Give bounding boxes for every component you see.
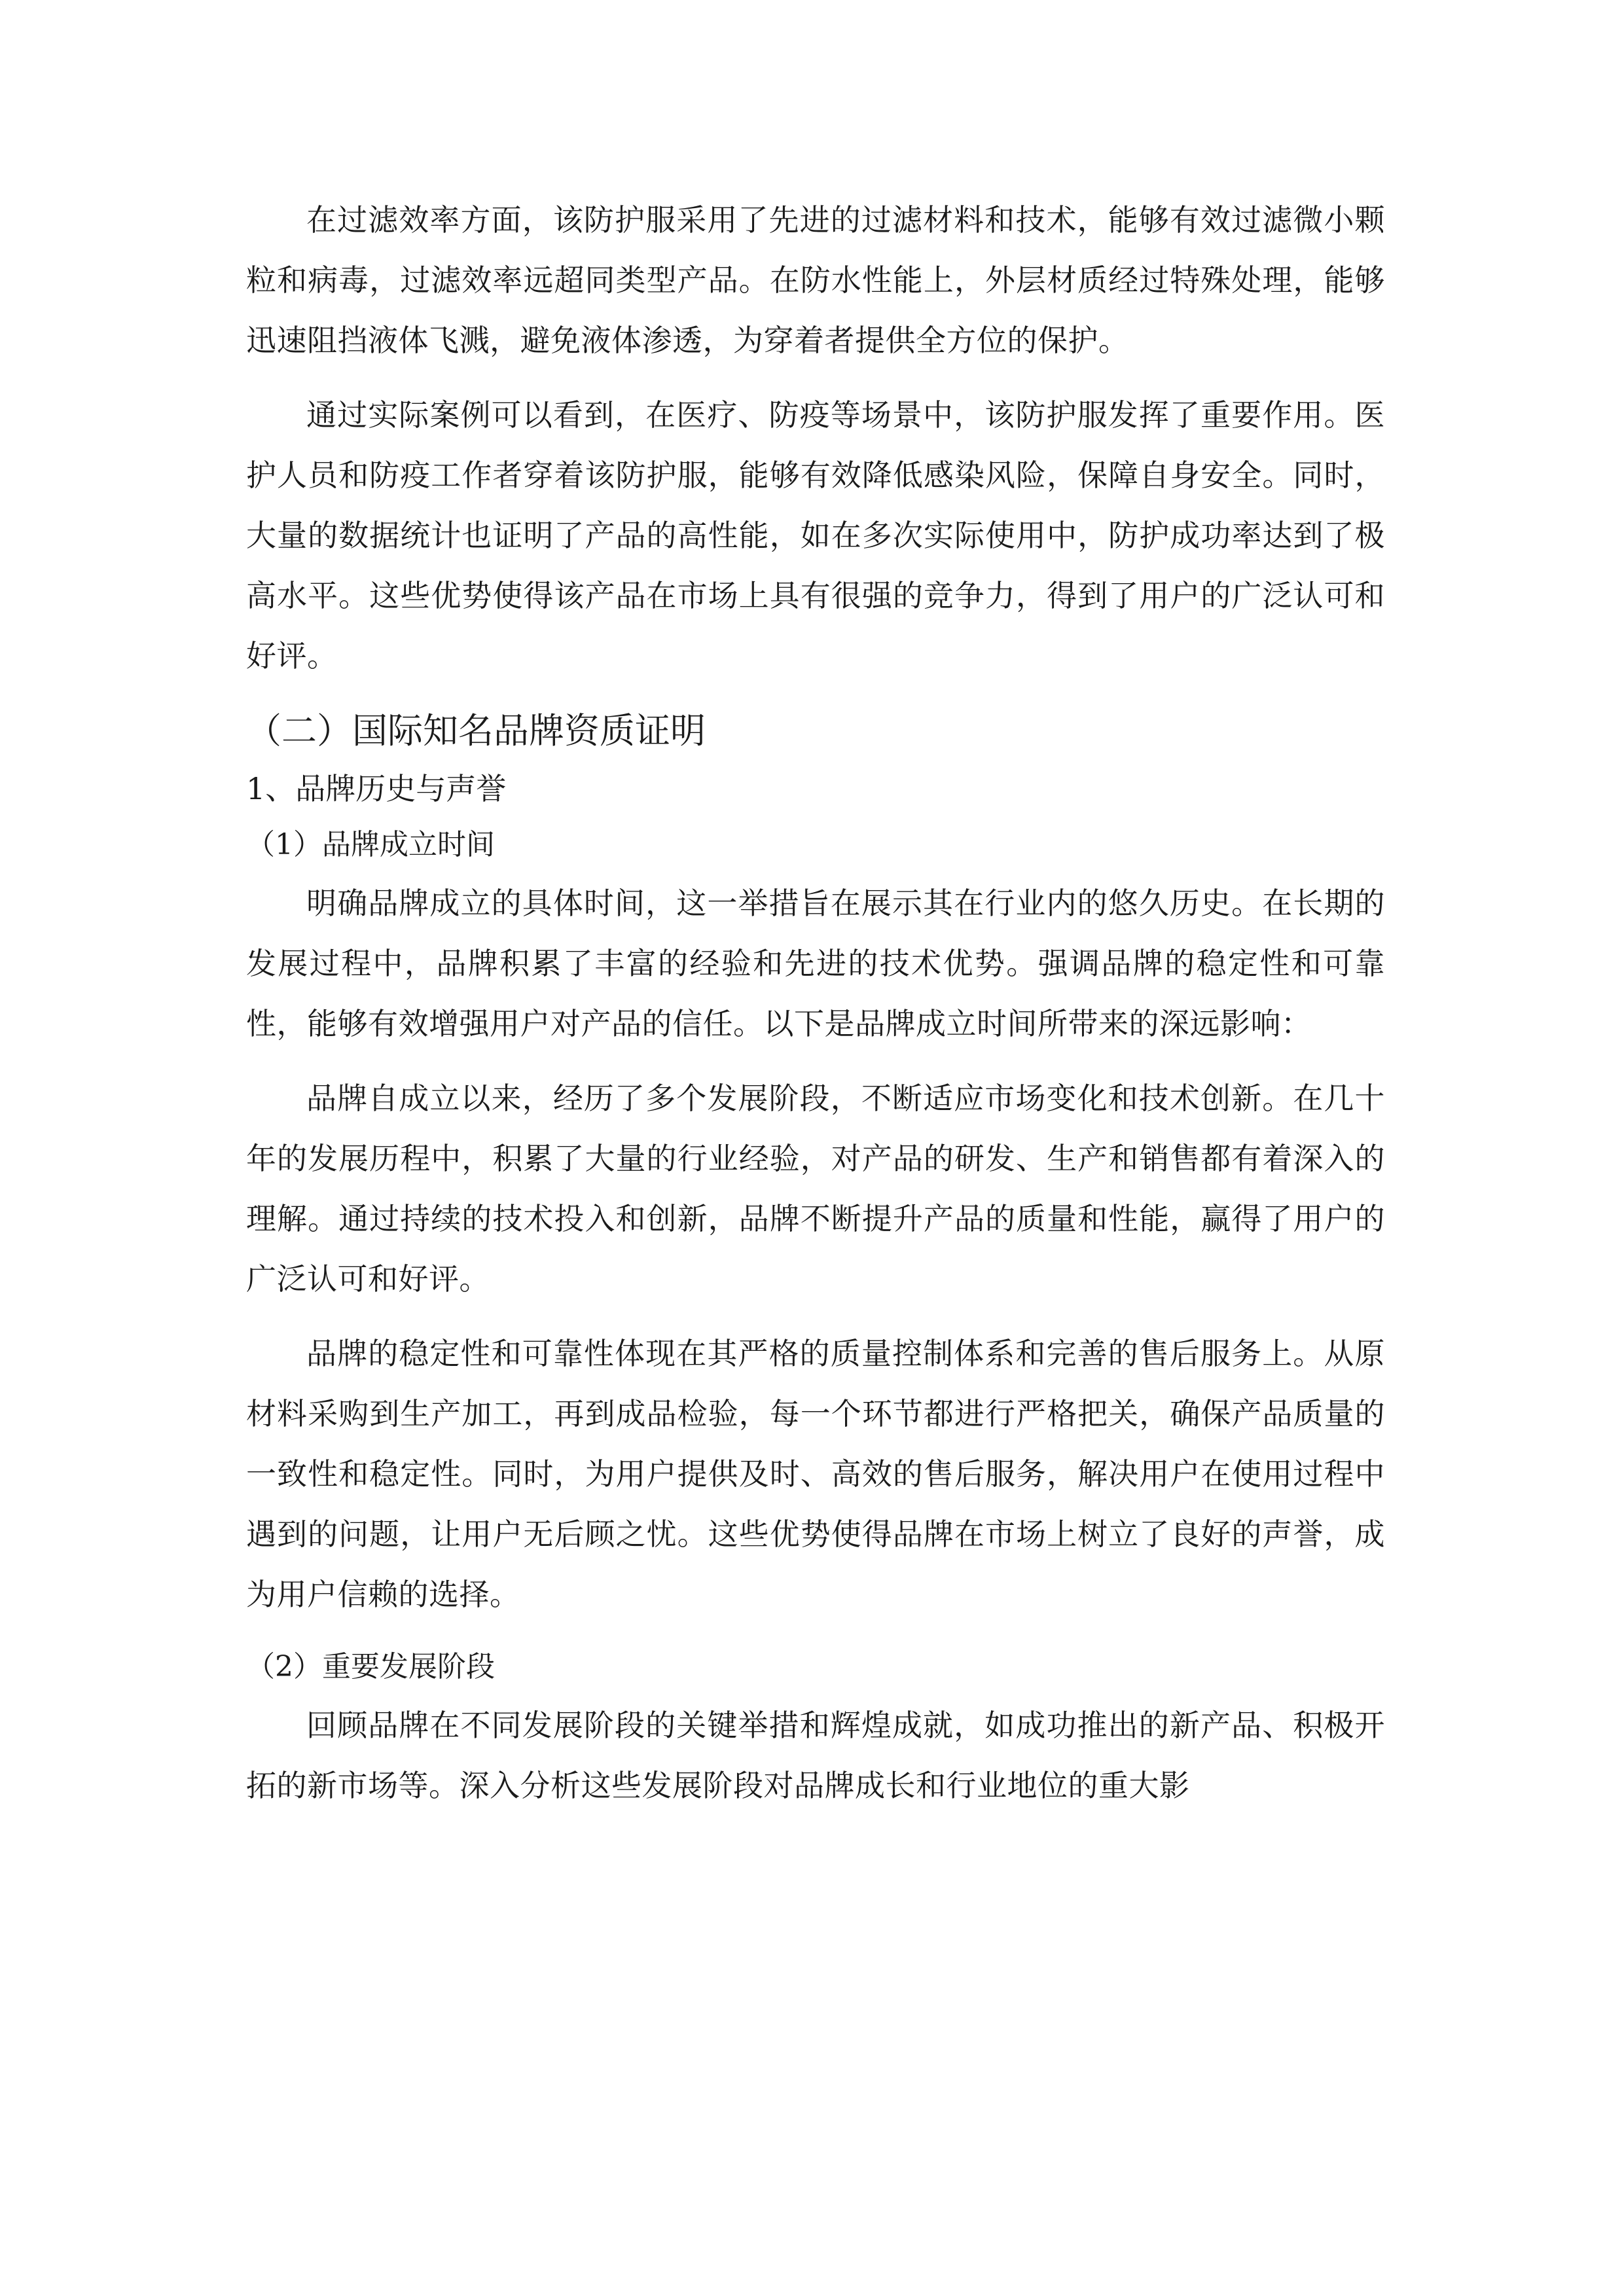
paragraph-filtration-efficiency: 在过滤效率方面，该防护服采用了先进的过滤材料和技术，能够有效过滤微小颗粒和病毒，过滤效率远超同类型产品。在防水性能上，外层材质经过特殊处理，能够迅速阻挡液体飞溅，避免液体渗透，为穿着者提供全方位的保护。: [246, 202, 1385, 358]
paragraph-founding-time: 明确品牌成立的具体时间，这一举措旨在展示其在行业内的悠久历史。在长期的发展过程中，品牌积累了丰富的经验和先进的技术优势。强调品牌的稳定性和可靠性，能够有效增强用户对产品的信任。以下是品牌成立时间所带来的深远影响：: [246, 886, 1385, 1041]
item-heading-founding-time: （1）品牌成立时间: [246, 828, 495, 861]
paragraph-development-stages: 品牌自成立以来，经历了多个发展阶段，不断适应市场变化和技术创新。在几十年的发展历程中，积累了大量的行业经验，对产品的研发、生产和销售都有着深入的理解。通过持续的技术投入和创新，品牌不断提升产品的质量和性能，赢得了用户的广泛认可和好评。: [246, 1081, 1385, 1297]
section-heading-brand-qualification: （二）国际知名品牌资质证明: [246, 710, 706, 751]
item-heading-key-stages: （2）重要发展阶段: [246, 1650, 495, 1683]
sub-heading-brand-history: 1、品牌历史与声誉: [246, 771, 507, 806]
document-body: [246, 190, 1385, 1830]
paragraph-quality-control: 品牌的稳定性和可靠性体现在其严格的质量控制体系和完善的售后服务上。从原材料采购到生产加工，再到成品检验，每一个环节都进行严格把关，确保产品质量的一致性和稳定性。同时，为用户提供及时、高效的售后服务，解决用户在使用过程中遇到的问题，让用户无后顾之忧。这些优势使得品牌在市场上树立了良好的声誉，成为用户信赖的选择。: [246, 1336, 1385, 1612]
paragraph-key-stages: 回顾品牌在不同发展阶段的关键举措和辉煌成就，如成功推出的新产品、积极开拓的新市场等。深入分析这些发展阶段对品牌成长和行业地位的重大影: [246, 1708, 1385, 1803]
paragraph-practical-cases: 通过实际案例可以看到，在医疗、防疫等场景中，该防护服发挥了重要作用。医护人员和防疫工作者穿着该防护服，能够有效降低感染风险，保障自身安全。同时，大量的数据统计也证明了产品的高性能，如在多次实际使用中，防护成功率达到了极高水平。这些优势使得该产品在市场上具有很强的竞争力，得到了用户的广泛认可和好评。: [246, 397, 1385, 673]
